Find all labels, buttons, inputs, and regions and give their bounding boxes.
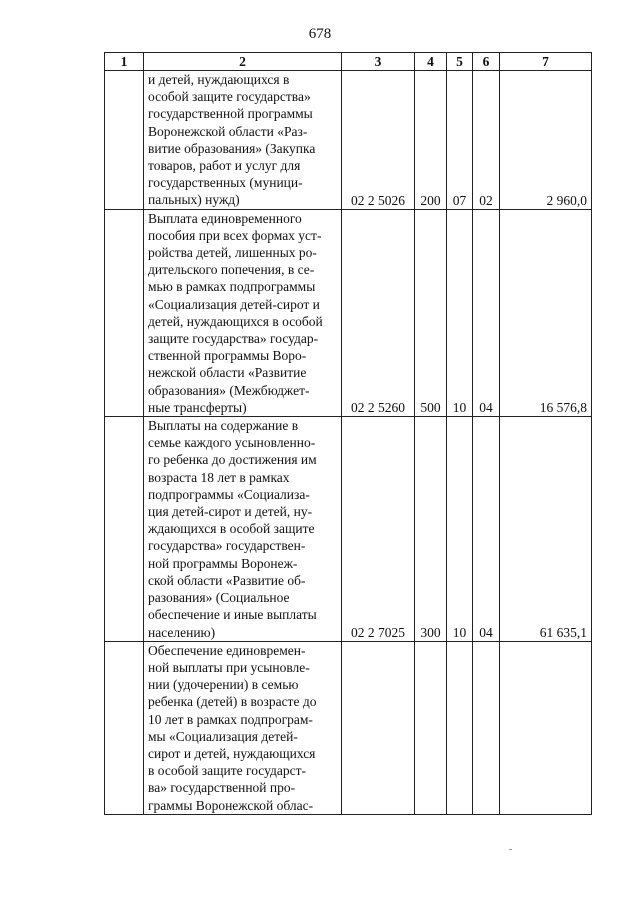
row-number-cell <box>105 641 144 814</box>
table-row <box>105 417 592 642</box>
amount-cell: 16 576,8 <box>500 209 592 416</box>
description-line: го ребенка до достижения им <box>148 452 317 468</box>
description-line: Обеспечение единовремен- <box>148 642 306 658</box>
description-line: Воронежской области «Раз- <box>148 123 308 139</box>
column-header-5: 5 <box>447 53 473 71</box>
description-line: пособия при всех формах уст- <box>148 227 322 243</box>
section-cell: 10 <box>447 417 473 642</box>
description-line: особой защите государства» <box>148 89 311 105</box>
description-line: Выплаты на содержание в <box>148 418 299 434</box>
table-header-row <box>105 53 592 71</box>
column-header-4: 4 <box>415 53 447 71</box>
description-line: и детей, нуждающихся в <box>148 72 290 87</box>
page-number: 678 <box>308 26 332 42</box>
description-cell <box>144 71 342 210</box>
description-line: семье каждого усыновленно- <box>148 435 316 451</box>
description-cell <box>144 209 342 416</box>
description-line: пальных) нужд) <box>148 192 240 208</box>
description-line: ской области «Развитие об- <box>148 572 306 588</box>
row-number-cell <box>105 417 144 642</box>
column-header-2: 2 <box>144 53 342 71</box>
budget-table <box>104 52 592 815</box>
description-line: «Социализация детей-сирот и <box>148 296 320 312</box>
description-line: мью в рамках подпрограммы <box>148 279 316 295</box>
column-header-3: 3 <box>342 53 415 71</box>
subsection-cell: 02 <box>473 71 500 210</box>
table-row <box>105 641 592 814</box>
description-line: разования» (Социальное <box>148 590 290 606</box>
description-line: товаров, работ и услуг для <box>148 158 301 174</box>
classification-code-cell: 02 2 7025 <box>342 417 415 642</box>
expense-type-cell <box>415 641 447 814</box>
description-line: образования» (Межбюджет- <box>148 382 310 398</box>
section-cell: 07 <box>447 71 473 210</box>
row-number-cell <box>105 209 144 416</box>
description-line: ждающихся в особой защите <box>148 521 315 537</box>
description-line: 10 лет в рамках подпрограм- <box>148 711 313 727</box>
description-line: витие образования» (Закупка <box>148 140 316 156</box>
classification-code-cell: 02 2 5026 <box>342 71 415 210</box>
row-number-cell <box>105 71 144 210</box>
amount-cell: 2 960,0 <box>500 71 592 210</box>
description-line: обеспечение и иные выплаты <box>148 607 317 623</box>
column-header-1: 1 <box>105 53 144 71</box>
description-line: ребенка (детей) в возрасте до <box>148 694 317 710</box>
subsection-cell: 04 <box>473 417 500 642</box>
expense-type-cell: 300 <box>415 417 447 642</box>
amount-cell <box>500 641 592 814</box>
description-line: дительского попечения, в се- <box>148 262 315 278</box>
description-cell <box>144 417 342 642</box>
classification-code-cell: 02 2 5260 <box>342 209 415 416</box>
description-line: детей, нуждающихся в особой <box>148 313 323 329</box>
description-line: ройства детей, лишенных ро- <box>148 245 317 261</box>
description-line: ной выплаты при усыновле- <box>148 659 310 675</box>
description-line: ной программы Воронеж- <box>148 555 298 571</box>
column-header-7: 7 <box>500 53 592 71</box>
amount-cell: 61 635,1 <box>500 417 592 642</box>
column-header-6: 6 <box>473 53 500 71</box>
expense-type-cell: 500 <box>415 209 447 416</box>
description-line: населению) <box>148 624 216 640</box>
description-line: граммы Воронежской облас- <box>148 797 314 813</box>
section-cell <box>447 641 473 814</box>
table-body <box>105 71 592 815</box>
description-line: нии (удочерении) в семью <box>148 677 299 693</box>
section-cell: 10 <box>447 209 473 416</box>
description-line: в особой защите государст- <box>148 763 307 779</box>
description-line: Выплата единовременного <box>148 210 302 226</box>
description-line: защите государства» государ- <box>148 331 319 347</box>
subsection-cell: 04 <box>473 209 500 416</box>
description-line: государственных (муници- <box>148 175 303 191</box>
description-line: нежской области «Развитие <box>148 365 307 381</box>
description-line: возраста 18 лет в рамках <box>148 469 290 485</box>
description-cell <box>144 641 342 814</box>
description-line: ственной программы Воро- <box>148 348 307 364</box>
description-line: ция детей-сирот и детей, ну- <box>148 504 313 520</box>
description-line: сирот и детей, нуждающихся <box>148 745 316 761</box>
description-line: ные трансферты) <box>148 399 247 415</box>
description-line: государственной программы <box>148 106 313 122</box>
description-line: ва» государственной про- <box>148 780 296 796</box>
subsection-cell <box>473 641 500 814</box>
expense-type-cell: 200 <box>415 71 447 210</box>
description-line: подпрограммы «Социализа- <box>148 486 310 502</box>
description-line: мы «Социализация детей- <box>148 728 298 744</box>
description-line: государства» государствен- <box>148 538 306 554</box>
scan-artifact <box>509 849 512 850</box>
classification-code-cell <box>342 641 415 814</box>
table-row <box>105 71 592 210</box>
table-row <box>105 209 592 416</box>
